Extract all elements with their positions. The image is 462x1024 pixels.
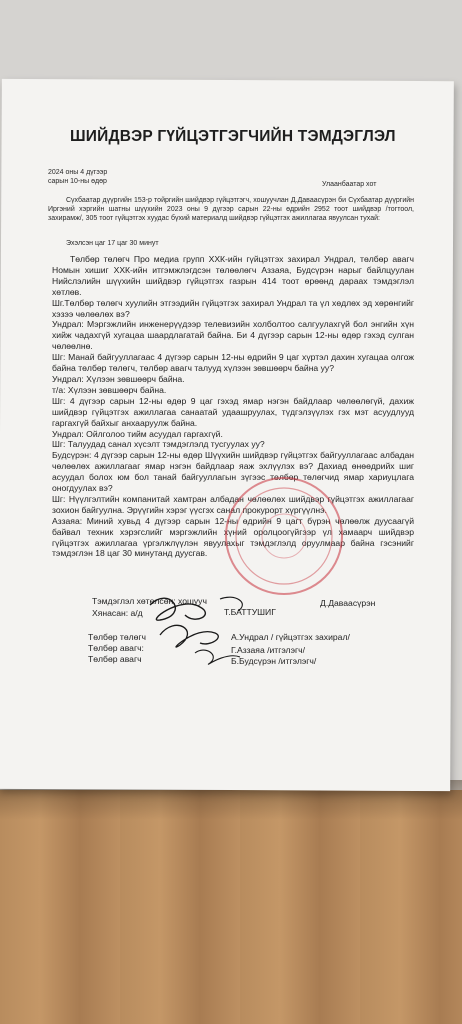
body-paragraph: Шг: Манай байгууллагаас 4 дүгээр сарын 12-ны өдрийн 9 цаг хүртэл дахин хугацаа олгож байна төлбөр төлөгч, төлбөр авагч талууд хүлээн зөвшөөрч байна уу? xyxy=(52,352,414,374)
receiver2-name: Б.Будсүрэн /итгэлэгч/ xyxy=(231,656,317,666)
body-paragraph: Аззаяа: Миний хувьд 4 дүгээр сарын 12-ны өдрийн 9 цагт бүрэн чөлөөлж дуусаагүй байвал техник хэрэгслийг мэргэжлийн хүний оролцоогүйгээр үл хамаарч шийдвэр гүйцэтгэх ажиллагаа үргэлжлүүлэн явуулахыг тэмдэглэлд оруулмаар байна гэсэнийг тэмдэглэн 18 цаг 30 минутанд дуусгав. xyxy=(52,515,414,559)
body-paragraph: Шг: Нүүлгэлтийн компанитай хамтран албадан чөлөөлөх шийдвэр гүйцэтгэх ажиллагааг зохион байгуулна. Эрүүгийн хэрэг үүсгэх санал прокурорт хүргүүлнэ. xyxy=(52,493,414,515)
handwritten-signatures xyxy=(140,585,260,670)
start-time: Эхэлсэн цаг 17 цаг 30 минут xyxy=(66,240,159,247)
official-stamp xyxy=(218,470,350,602)
date-line-2: сарын 10-ны өдөр xyxy=(48,178,107,185)
body-paragraph: Будсүрэн: 4 дүгээр сарын 12-ны өдөр Шүүхийн шийдвэр гүйцэтгэх байгууллагаас албадан чөлөөлөх ажиллагааг ямар нэгэн байдлаар яаж эхлүүлэх вэ? Дахиад өнөөдрийх шиг асуудал болох юм бол танай байгууллагын зүгээс төлбөр төлөгчид ямар хариуцлага оногдуулах вэ? xyxy=(52,450,414,494)
recorder-name: Д.Даваасүрэн xyxy=(320,598,376,608)
receiver1-name: Г.Аззаяа /итгэлэгч/ xyxy=(231,645,305,655)
body-paragraph: Шг: Талуудад санал хүсэлт тэмдэглэлд тусгуулах уу? xyxy=(52,439,265,450)
body-paragraph: т/а: Хүлээн зөвшөөрч байна. xyxy=(52,384,167,395)
intro-paragraph: Сүхбаатар дүүргийн 153-р тойргийн шийдвэр гүйцэтгэгч, хошуучлан Д.Даваасүрэн би Сүхбаатар дүүргийн Иргэний хэргийн шатны шүүхийн 2023 оны 9 дүгээр сарын 22-ны өдрийн 2952 тоот шийдвэр /тогтоол, захирамж/, 305 тоот гүйцэтгэх хуудас бүхий материалд шийдвэр гүйцэтгэх ажиллагаа явуулсан тухай: xyxy=(48,197,414,222)
receiver2-label: Төлбөр авагч xyxy=(88,654,142,664)
body-paragraph: Ундрал: Мэргэжлийн инженерүүдээр телевизийн холболтоо салгуулахгүй бол энгийн хүн хийж чадахгүй хугацаа шаардлагатай байна. Би 4 дүгээр сарын 12-ны өдөр гэхэд сулган чөлөөлнө. xyxy=(52,319,414,352)
reviewer-label: Хянасан: а/д xyxy=(92,608,143,618)
body-paragraph: Шг.Төлбөр төлөгч хуулийн этгээдийн гүйцэтгэх захирал Ундрал та үл хөдлөх эд хөрөнгийг хэзээ чөлөөлөх вэ? xyxy=(52,297,414,319)
document-title: ШИЙДВЭР ГҮЙЦЭТГЭГЧИЙН ТЭМДЭГЛЭЛ xyxy=(70,128,396,145)
reviewer-name: Т.БАТТУШИГ xyxy=(224,607,276,617)
body-paragraph: Шг: 4 дүгээр сарын 12-ны өдөр 9 цаг гэхэд ямар нэгэн байдлаар чөлөөлөгүй, дахиж шийдвэр гүйцэтгэх ажиллагаа санаатай удаашруулах, түдгэлзүүлэх гэх мэт асуудлууд гаргахгүй байхыг анхааруулж байна. xyxy=(52,395,414,428)
receiver1-label: Төлбөр авагч: xyxy=(88,643,144,653)
payer-label: Төлбөр төлөгч xyxy=(88,632,147,642)
recorder-label: Тэмдэглэл хөтөлсөн: хошууч xyxy=(92,596,207,606)
wooden-floor xyxy=(0,790,462,1024)
body-paragraph: Ундрал: Ойлголоо тийм асуудал гаргахгүй. xyxy=(52,428,223,439)
body-paragraph: Төлбөр төлөгч Про медиа групп ХХК-ийн гүйцэтгэх захирал Ундрал, төлбөр авагч Номын хишиг ХХК-ийн итгэмжлэгдсэн төлөөлөгч Аззаяа, Будсүрэн нарыг байлцуулан Нийслэлийн шүүхийн шийдвэр гүйцэтгэх газрын 414 тоот өрөөнд дараах тэмдэглэл хөтлөв. xyxy=(52,254,414,297)
body-paragraph: Ундрал: Хүлээн зөвшөөрч байна. xyxy=(52,373,185,384)
payer-name: А.Ундрал / гүйцэтгэх захирал/ xyxy=(231,632,350,642)
city-label: Улаанбаатар хот xyxy=(322,181,377,188)
date-line-1: 2024 оны 4 дүгээр xyxy=(48,169,108,176)
